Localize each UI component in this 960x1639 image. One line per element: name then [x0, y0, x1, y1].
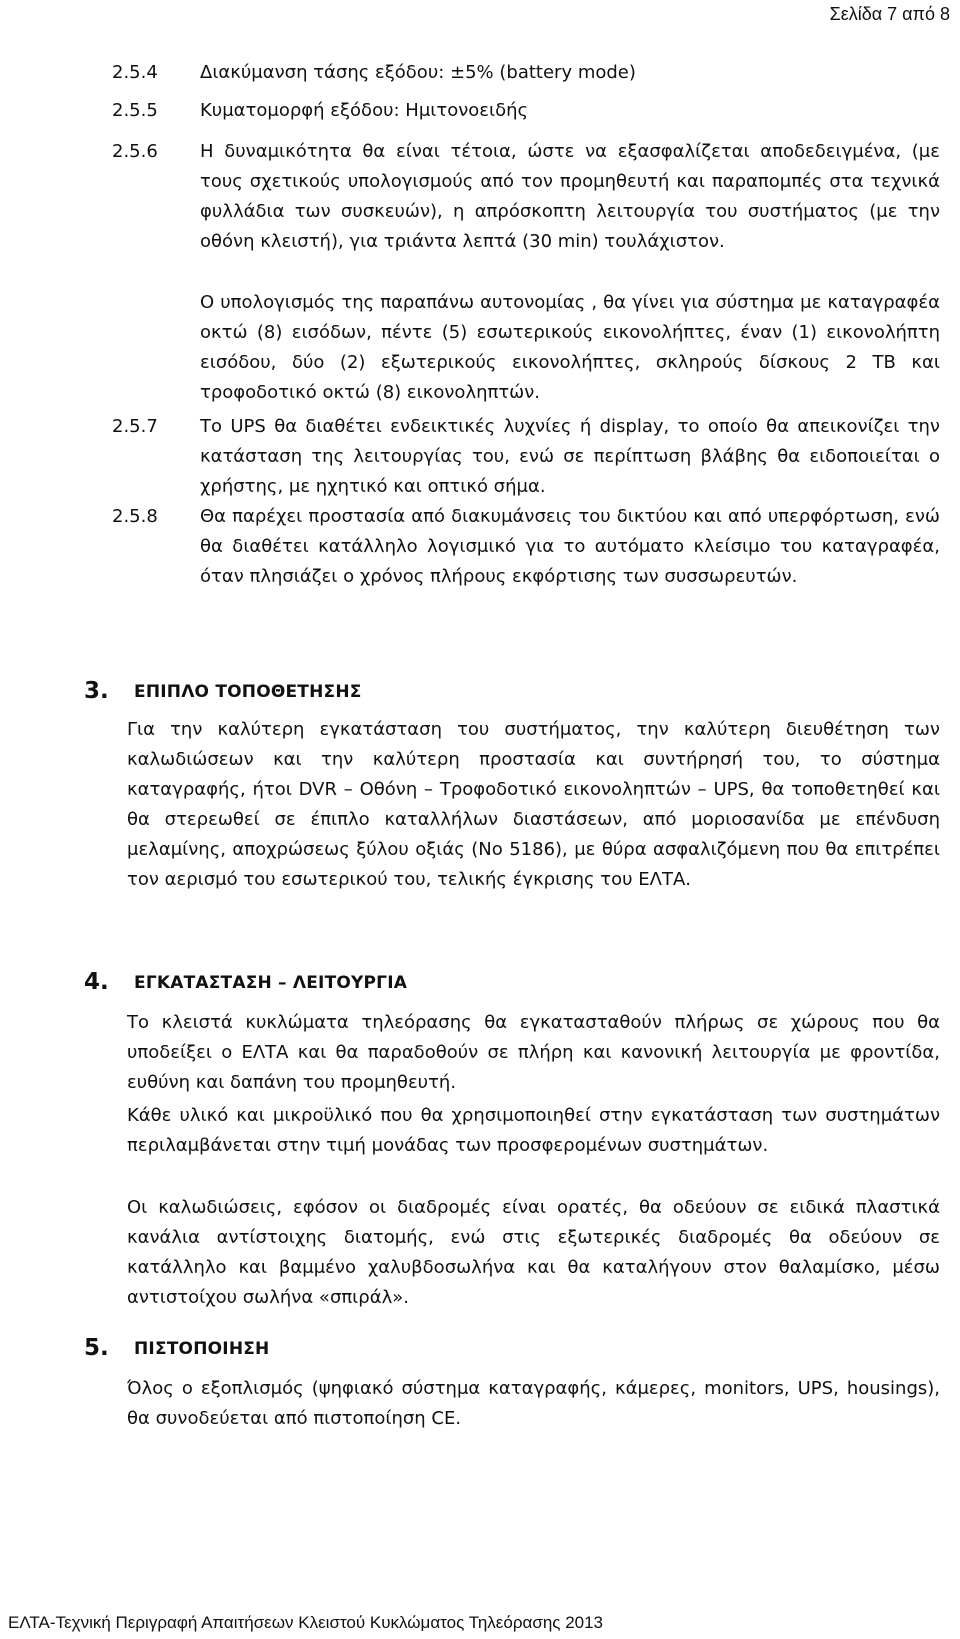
section-number: 4.	[84, 969, 109, 995]
spec-item-2-5-8	[112, 502, 940, 592]
section-number: 3.	[84, 678, 109, 704]
spec-item-2-5-5	[112, 96, 940, 126]
item-number: 2.5.5	[112, 100, 158, 121]
spec-item-2-5-6	[112, 137, 940, 257]
autonomy-paragraph: Ο υπολογισμός της παραπάνω αυτονομίας , θα γίνει για σύστημα με καταγραφέα οκτώ (8) εισόδων, πέντε (5) εσωτερικούς εικονολήπτες, έναν (1) εικονολήπτη εισόδου, δύο (2) εξωτερικούς εικονολήπτες, σκληρούς δίσκους 2 TB και τροφοδοτικό οκτώ (8) εικονοληπτών.	[200, 292, 940, 403]
spec-item-2-5-7	[112, 412, 940, 502]
installation-paragraph-3: Οι καλωδιώσεις, εφόσον οι διαδρομές είναι ορατές, θα οδεύουν σε ειδικά πλαστικά κανάλια αντίστοιχης διατομής, ενώ στις εξωτερικές διαδρομές θα οδεύουν σε κατάλληλο και βαμμένο χαλυβδοσωλήνα και θα καταλήγουν στον θαλαμίσκο, μέσω αντιστοίχου σωλήνα «σπιράλ».	[127, 1197, 940, 1308]
certification-paragraph: Όλος ο εξοπλισμός (ψηφιακό σύστημα καταγραφής, κάμερες, monitors, UPS, housings), θα συνοδεύεται από πιστοποίηση CE.	[127, 1378, 940, 1429]
section-title: ΕΓΚΑΤΑΣΤΑΣΗ – ΛΕΙΤΟΥΡΓΙΑ	[134, 973, 408, 993]
section-title: ΠΙΣΤΟΠΟΙΗΣΗ	[134, 1339, 270, 1359]
item-text: Διακύμανση τάσης εξόδου: ±5% (battery mode)	[200, 62, 636, 83]
item-number: 2.5.6	[112, 141, 158, 162]
section-title: ΕΠΙΠΛΟ ΤΟΠΟΘΕΤΗΣΗΣ	[134, 682, 362, 702]
item-text: Η δυναμικότητα θα είναι τέτοια, ώστε να εξασφαλίζεται αποδεδειγμένα, (με τους σχετικούς υπολογισμούς από τον προμηθευτή και παραπομπές στα τεχνικά φυλλάδια των συσκευών), η απρόσκοπτη λειτουργία του συστήματος (με την οθόνη κλειστή), για τριάντα λεπτά (30 min) τουλάχιστον.	[200, 141, 940, 252]
item-number: 2.5.4	[112, 62, 158, 83]
item-text: Το UPS θα διαθέτει ενδεικτικές λυχνίες ή display, το οποίο θα απεικονίζει την κατάσταση της λειτουργίας του, ενώ σε περίπτωση βλάβης θα ειδοποιείται ο χρήστης, με ηχητικό και οπτικό σήμα.	[200, 416, 940, 497]
item-number: 2.5.7	[112, 416, 158, 437]
section-number: 5.	[84, 1335, 109, 1361]
furniture-paragraph: Για την καλύτερη εγκατάσταση του συστήματος, την καλύτερη διευθέτηση των καλωδιώσεων και την καλύτερη προστασία και συντήρησή του, το σύστημα καταγραφής, ήτοι DVR – Οθόνη – Τροφοδοτικό εικονοληπτών – UPS, θα τοποθετηθεί και θα στερεωθεί σε έπιπλο καταλλήλων διαστάσεων, από μοριοσανίδα με επένδυση μελαμίνης, αποχρώσεως ξύλου οξιάς (Νο 5186), με θύρα ασφαλιζόμενη που θα επιτρέπει τον αερισμό του εσωτερικού του, τελικής έγκρισης του ΕΛΤΑ.	[127, 719, 940, 890]
item-number: 2.5.8	[112, 506, 158, 527]
installation-paragraph-1: Το κλειστά κυκλώματα τηλεόρασης θα εγκατασταθούν πλήρως σε χώρους που θα υποδείξει ο ΕΛΤΑ και θα παραδοθούν σε πλήρη και κανονική λειτουργία με φροντίδα, ευθύνη και δαπάνη του προμηθευτή.	[127, 1012, 940, 1093]
item-text: Θα παρέχει προστασία από διακυμάνσεις του δικτύου και από υπερφόρτωση, ενώ θα διαθέτει κατάλληλο λογισμικό για το αυτόματο κλείσιμο του καταγραφέα, όταν πλησιάζει ο χρόνος πλήρους εκφόρτισης των συσσωρευτών.	[200, 506, 940, 587]
spec-item-2-5-4	[112, 58, 940, 88]
page-number: Σελίδα 7 από 8	[829, 4, 950, 24]
installation-paragraph-2: Κάθε υλικό και μικροϋλικό που θα χρησιμοποιηθεί στην εγκατάσταση των συστημάτων περιλαμβάνεται στην τιμή μονάδας των προσφερομένων συστημάτων.	[127, 1105, 940, 1156]
item-text: Κυματομορφή εξόδου: Ημιτονοειδής	[200, 100, 529, 121]
page-footer: ΕΛΤΑ-Τεχνική Περιγραφή Απαιτήσεων Κλειστού Κυκλώματος Τηλεόρασης 2013	[8, 1613, 604, 1632]
